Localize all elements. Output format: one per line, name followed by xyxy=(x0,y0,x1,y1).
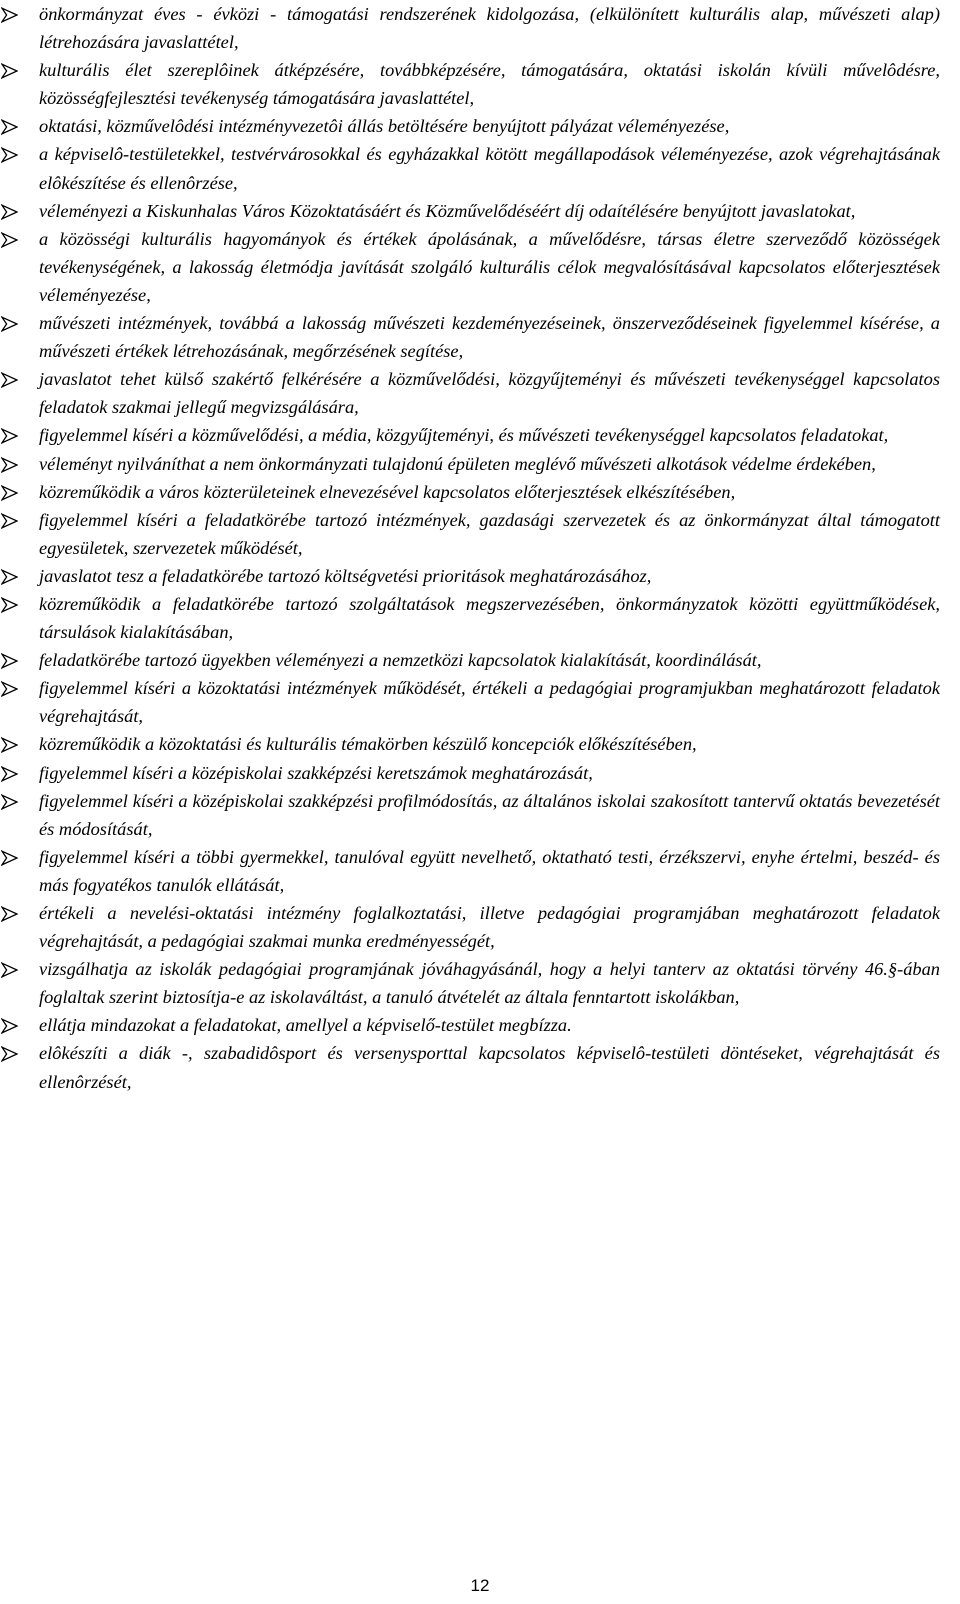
arrowhead-bullet-icon xyxy=(1,232,18,248)
list-item-text: közreműködik a feladatkörébe tartozó szolgáltatások megszervezésében, önkormányzatok közötti együttműködések, társulások kialakításában, xyxy=(39,593,940,643)
list-item xyxy=(0,730,960,758)
arrowhead-bullet-icon xyxy=(1,766,18,782)
arrowhead-bullet-icon xyxy=(1,597,18,613)
list-item xyxy=(0,759,960,787)
list-item-text: figyelemmel kíséri a középiskolai szakképzési keretszámok meghatározását, xyxy=(39,762,593,783)
arrowhead-bullet-icon xyxy=(1,316,18,332)
arrowhead-bullet-icon xyxy=(1,1046,18,1062)
arrowhead-bullet-icon xyxy=(1,1018,18,1034)
list-item-text: a képviselô-testületekkel, testvérvárosokkal és egyházakkal kötött megállapodások véleményezése, azok végrehajtásának elôkészítése és ellenôrzése, xyxy=(39,144,940,193)
list-item xyxy=(0,646,960,674)
list-item xyxy=(0,843,960,899)
arrowhead-bullet-icon xyxy=(1,513,18,529)
list-item xyxy=(0,899,960,955)
list-item-text: javaslatot tehet külső szakértő felkérésére a közművelődési, közgyűjteményi és művészeti tevékenységgel kapcsolatos feladatok szakmai jellegű megvizsgálására, xyxy=(39,369,940,418)
list-item xyxy=(0,421,960,449)
list-item xyxy=(0,140,960,196)
list-item xyxy=(0,450,960,478)
list-item-text: figyelemmel kíséri a feladatkörébe tartozó intézmények, gazdasági szervezetek és az önkormányzat által támogatott egyesületek, szervezetek működését, xyxy=(39,509,940,558)
arrowhead-bullet-icon xyxy=(1,794,18,810)
arrowhead-bullet-icon xyxy=(1,485,18,501)
list-item-text: közreműködik a közoktatási és kulturális témakörben készülő koncepciók előkészítésében, xyxy=(39,734,697,755)
list-item xyxy=(0,309,960,365)
list-item xyxy=(0,0,960,56)
list-item-text: figyelemmel kíséri a középiskolai szakképzési profilmódosítás, az általános iskolai szakosított tantervű oktatás bevezetését és módosítását, xyxy=(39,790,940,839)
arrowhead-bullet-icon xyxy=(1,119,18,135)
list-item-text: a közösségi kulturális hagyományok és értékek ápolásának, a művelődésre, társas életre szerveződő közösségek tevékenységének, a lakosság életmódja javítását szolgáló kulturális célok megvalósításával kapcsolatos előterjesztések véleményezése, xyxy=(39,228,940,305)
list-item xyxy=(0,955,960,1011)
page-number: 12 xyxy=(470,1576,490,1595)
arrowhead-bullet-icon xyxy=(1,457,18,473)
list-item-text: véleményt nyilváníthat a nem önkormányzati tulajdonú épületen meglévő művészeti alkotások védelme érdekében, xyxy=(39,453,876,474)
list-item-text: elôkészíti a diák -, szabadidôsport és versenysporttal kapcsolatos képviselô-testületi döntéseket, végrehajtását és ellenôrzését, xyxy=(39,1043,940,1092)
list-item-text: kulturális élet szereplôinek átképzésére, továbbképzésére, támogatására, oktatási iskolán kívüli művelôdésre, közösségfejlesztési tevékenység támogatására javaslattétel, xyxy=(39,60,940,109)
list-item xyxy=(0,112,960,140)
list-item xyxy=(0,590,960,646)
list-item xyxy=(0,225,960,309)
list-item-text: figyelemmel kíséri a többi gyermekkel, tanulóval együtt nevelhető, oktatható testi, érzékszervi, enyhe értelmi, beszéd- és más fogyatékos tanulók ellátását, xyxy=(39,846,940,895)
list-item-text: véleményezi a Kiskunhalas Város Közoktatásáért és Közművelődéséért díj odaítélésére benyújtott javaslatokat, xyxy=(39,200,856,221)
list-item xyxy=(0,56,960,112)
list-item xyxy=(0,1039,960,1095)
arrowhead-bullet-icon xyxy=(1,428,18,444)
list-item-text: önkormányzat éves - évközi - támogatási rendszerének kidolgozása, (elkülönített kulturális alap, művészeti alap) létrehozására javaslattétel, xyxy=(39,4,940,53)
arrowhead-bullet-icon xyxy=(1,204,18,220)
arrowhead-bullet-icon xyxy=(1,653,18,669)
list-item-text: közreműködik a város közterületeinek elnevezésével kapcsolatos előterjesztések elkészítésében, xyxy=(39,481,736,502)
list-item-text: oktatási, közművelôdési intézményvezetôi állás betöltésére benyújtott pályázat véleményezése, xyxy=(39,116,730,137)
arrowhead-bullet-icon xyxy=(1,147,18,163)
arrowhead-bullet-icon xyxy=(1,372,18,388)
list-item xyxy=(0,506,960,562)
list-item-text: javaslatot tesz a feladatkörébe tartozó költségvetési prioritások meghatározásához, xyxy=(39,565,652,586)
arrowhead-bullet-icon xyxy=(1,569,18,585)
list-item-text: művészeti intézmények, továbbá a lakosság művészeti kezdeményezéseinek, önszerveződéseinek figyelemmel kísérése, a művészeti értékek létrehozásának, megőrzésének segítése, xyxy=(39,313,940,362)
list-item xyxy=(0,787,960,843)
list-item xyxy=(0,674,960,730)
arrowhead-bullet-icon xyxy=(1,737,18,753)
list-item xyxy=(0,478,960,506)
list-item-text: értékeli a nevelési-oktatási intézmény foglalkoztatási, illetve pedagógiai programjában meghatározott feladatok végrehajtását, a pedagógiai szakmai munka eredményességét, xyxy=(39,903,940,952)
list-item-text: ellátja mindazokat a feladatokat, amellyel a képviselő-testület megbízza. xyxy=(39,1015,572,1036)
list-item-text: feladatkörébe tartozó ügyekben véleményezi a nemzetközi kapcsolatok kialakítását, koordinálását, xyxy=(39,650,762,671)
list-item xyxy=(0,1011,960,1039)
list-item-text: figyelemmel kíséri a közoktatási intézmények működését, értékeli a pedagógiai programjukban meghatározott feladatok végrehajtását, xyxy=(39,678,940,727)
arrowhead-bullet-icon xyxy=(1,63,18,79)
arrowhead-bullet-icon xyxy=(1,906,18,922)
list-item-text: figyelemmel kíséri a közművelődési, a média, közgyűjteményi, és művészeti tevékenységgel kapcsolatos feladatokat, xyxy=(39,425,889,446)
list-item-text: vizsgálhatja az iskolák pedagógiai programjának jóváhagyásánál, hogy a helyi tanterv az oktatási törvény 46.§-ában foglaltak szerint biztosítja-e az iskolaváltást, a tanuló átvételét az általa fenntartott iskolákban, xyxy=(39,959,940,1008)
arrowhead-bullet-icon xyxy=(1,681,18,697)
list-item xyxy=(0,197,960,225)
list-item xyxy=(0,365,960,421)
list-item xyxy=(0,562,960,590)
arrowhead-bullet-icon xyxy=(1,850,18,866)
arrowhead-bullet-icon xyxy=(1,7,18,23)
arrowhead-bullet-icon xyxy=(1,962,18,978)
